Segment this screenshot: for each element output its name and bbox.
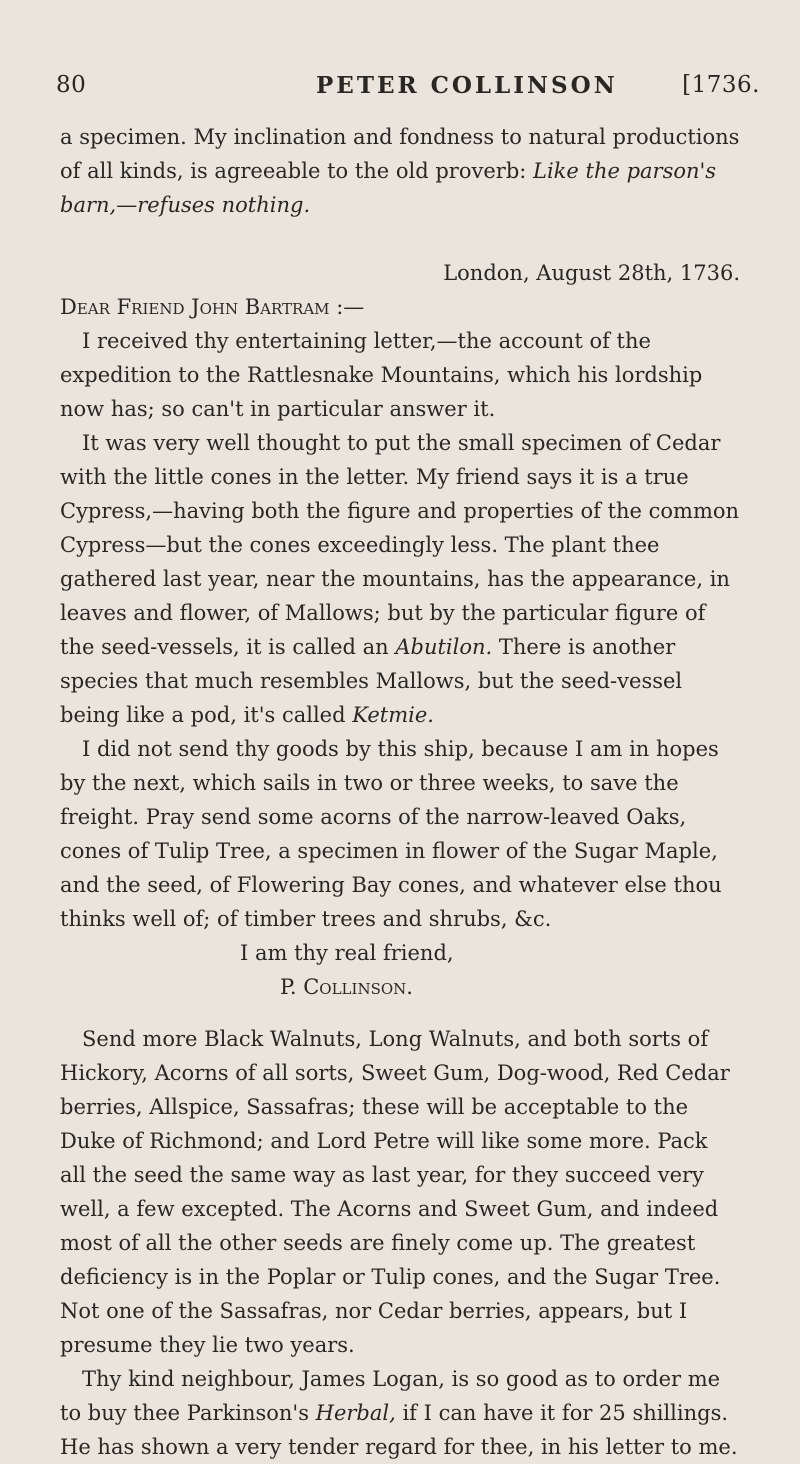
paragraph-text: if I can have it for 25 shillings. He has shown a very tender regard for thee, in his letter to me. bbox=[60, 1401, 738, 1459]
postscript-paragraph: Send more Black Walnuts, Long Walnuts, and both sorts of Hickory, Acorns of all sorts, Sweet Gum, Dog-wood, Red Cedar berries, Allspice, Sassafras; these will be acceptable to the Duke of Richmond; and Lord Petre will like some more. Pack all the seed the same way as last year, for they succeed very well, a few excepted. The Acorns and Sweet Gum, and indeed most of all the other seeds are finely come up. The greatest deficiency is in the Poplar or Tulip cones, and the Sugar Tree. Not one of the Sassafras, nor Cedar berries, appears, but I presume they lie two years. bbox=[60, 1027, 730, 1357]
paragraph-text: Thy kind neighbour, James Logan, is so good as to order me to buy thee Parkinson's bbox=[60, 1367, 721, 1425]
letter-paragraph: I received thy entertaining letter,—the account of the expedition to the Rattlesnake Mountains, which his lordship now has; so can't in particular answer it. bbox=[60, 329, 703, 421]
salutation: Dear Friend John Bartram :— bbox=[60, 295, 365, 319]
running-header bbox=[56, 72, 760, 112]
running-title: PETER COLLINSON bbox=[316, 72, 618, 99]
signature: P. Collinson. bbox=[280, 975, 413, 999]
running-year: [1736. bbox=[682, 72, 760, 98]
italic-term: Abutilon. bbox=[395, 635, 493, 659]
body-text bbox=[60, 120, 740, 1464]
postscript-paragraph bbox=[60, 1362, 740, 1464]
closing: I am thy real friend, bbox=[240, 941, 454, 965]
dateline: London, August 28th, 1736. bbox=[443, 261, 740, 285]
paragraph-text: It was very well thought to put the small specimen of Cedar with the little cones in the letter. My friend says it is a true Cypress,—having both the figure and properties of the common Cypress—but the cones exceedingly less. The plant thee gathered last year, near the mountains, has the appearance, in leaves and flower, of Mallows; but by the particular figure of the seed-vessels, it is called an bbox=[60, 431, 740, 659]
paragraph-text: There is another species that much resembles Mallows, but the seed-vessel being like a pod, it's called bbox=[60, 635, 683, 727]
letter-paragraph: I did not send thy goods by this ship, because I am in hopes by the next, which sails in two or three weeks, to save the freight. Pray send some acorns of the narrow-leaved Oaks, cones of Tulip Tree, a specimen in flower of the Sugar Maple, and the seed, of Flowering Bay cones, and whatever else thou thinks well of; of timber trees and shrubs, &c. bbox=[60, 737, 722, 931]
intro-text: a specimen. My inclination and fondness to natural productions of all kinds, is agreeable to the old proverb: bbox=[60, 125, 740, 183]
italic-term: Ketmie. bbox=[352, 703, 434, 727]
letter-paragraph bbox=[60, 426, 740, 732]
page-number: 80 bbox=[56, 72, 87, 98]
intro-paragraph bbox=[60, 120, 740, 222]
proverb-quote: Like the parson's barn,—refuses nothing. bbox=[60, 159, 717, 217]
italic-term: Herbal, bbox=[315, 1401, 396, 1425]
